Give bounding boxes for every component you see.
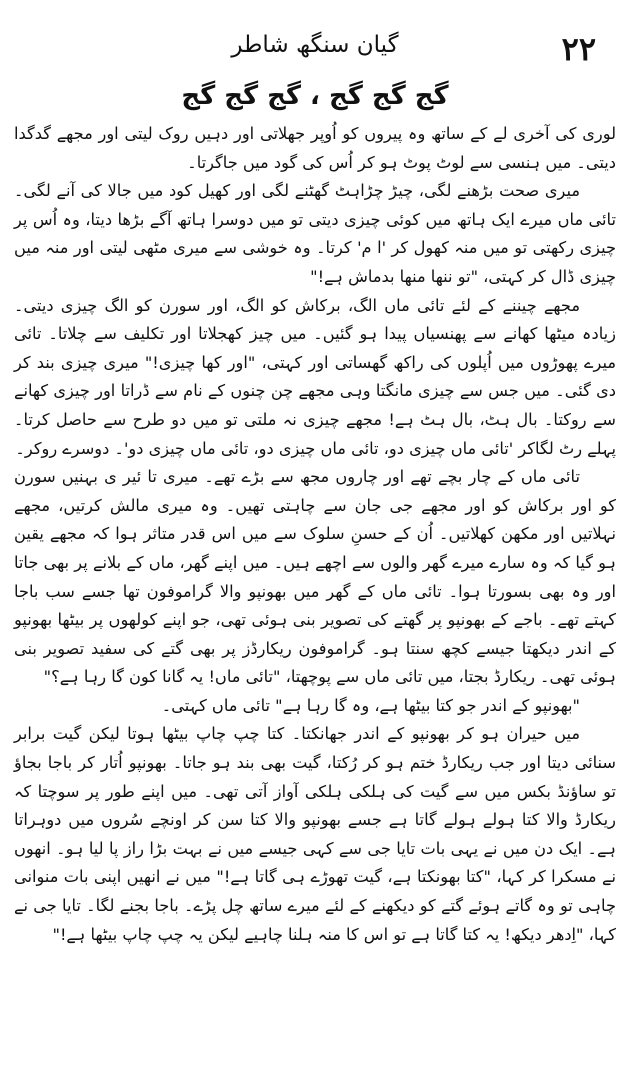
chapter-title: گج گج گج ، گج گج گج xyxy=(181,81,449,111)
running-title: گیان سنگھ شاطر xyxy=(231,32,399,58)
paragraph: میری صحت بڑھنے لگی، چیڑ چڑاہٹ گھٹنے لگی اور کھیل کود میں جالا کی آنے لگی۔ تائی ماں میرے ایک ہاتھ میں کوئی چیزی دیتی تو میں دوسرا ہاتھ آگے بڑھا دیتا، وہ اُس پر چیزی رکھتی تو میں منہ کھول کر 'ا م' کرتا۔ وہ خوشی سے میری مٹھی لیتی اور منہ میں چیزی ڈال کر کہتی، "تو ننھا منھا بدماش ہے!" xyxy=(14,181,616,286)
body-text xyxy=(14,120,616,949)
paragraph: لوری کی آخری لے کے ساتھ وہ پیروں کو اُوپر جھلاتی اور دہیں روک لیتی اور مجھے گدگدا دیتی۔ میں ہنسی سے لوٹ پوٹ ہو کر اُس کی گود میں جاگرتا۔ xyxy=(14,124,616,172)
paragraph: مجھے چیننے کے لئے تائی ماں الگ، برکاش کو الگ، اور سورن کو الگ چیزی دیتی۔ زیادہ میٹھا کھانے سے پھنسیاں پیدا ہو گئیں۔ میں چیز کھجلاتا اور تکلیف سے چلاتا۔ تائی میرے پھوڑوں میں اُپلوں کی راکھ گھساتی اور کہتی، "اور کھا چیزی!" میری چیزی بند کر دی گئی۔ میں جس سے چیزی مانگتا وہی مجھے چن چنوں کے نام سے ڈراتا اور چیزی کھانے سے روکتا۔ بال ہٹ، بال ہٹ ہے! مجھے چیزی نہ ملتی تو میں دو طرح سے حاصل کرتا۔ پہلے رٹ لگاکر 'تائی ماں چیزی دو، تائی ماں چیزی دو، تائی ماں چیزی دو'۔ دوسرے روکر۔ xyxy=(14,295,616,458)
paragraph: میں حیران ہو کر بھونپو کے اندر جھانکتا۔ کتا چپ چاپ بیٹھا ہوتا لیکن گیت برابر سنائی دیتا اور جب ریکارڈ ختم ہو کر رُکتا، گیت بھی بند ہو جاتا۔ بھونپو اُتار کر باجا بجاؤ تو ساؤنڈ بکس میں سے گیت کی ہلکی ہلکی آواز آتی تھی۔ میں اپنے طور پر سوچتا کہ ریکارڈ والا کتا ہولے ہولے گاتا ہے جسے بھونپو والا کتا سن کر اونچے سُروں میں دوہراتا ہے۔ ایک دن میں نے یہی بات تایا جی سے کہی جیسے میں نے بہت بڑا راز پا لیا ہو۔ انھوں نے مسکرا کر کہا، "کتا بھونکتا ہے، گیت تھوڑے ہی گاتا ہے!" میں نے انھیں اپنی بات منوانی چاہی تو وہ گاتے ہوئے گتے کو دیکھنے کے لئے میرے ساتھ چل پڑے۔ باجا بجنے لگا۔ تایا جی نے کہا، "اِدھر دیکھ! یہ کتا گاتا ہے تو اس کا منہ ہلنا چاہیے لیکن یہ چپ چاپ بیٹھا ہے!" xyxy=(14,724,616,944)
page-number: ۲۲ xyxy=(561,30,596,68)
page-header xyxy=(14,20,616,76)
paragraph: تائی ماں کے چار بچے تھے اور چاروں مجھ سے بڑے تھے۔ میری تا ئیر ی بہنیں سورن کو اور برکاش کو اور مجھے جی جان سے چاہتی تھیں۔ وہ میری مالش کرتیں، مجھے نہلاتیں اور مکھن کھلاتیں۔ اُن کے حسنِ سلوک سے میں اس قدر متاثر ہوا کہ مجھے یقین ہو گیا کہ وہ سارے میرے گھر والوں سے اچھے ہیں۔ میں اپنے گھر، ماں کے بلانے پر بھی جاتا اور وہ بھی بسورتا ہوا۔ تائی ماں کے گھر میں بھونپو والا گراموفون تھا جسے سب باجا کہتے تھے۔ باجے کے بھونپو پر گھتے کی تصویر بنی ہوئی تھی، جو اپنے کولھوں پر بیٹھا بھونپو کے اندر دیکھتا جیسے کچھ سنتا ہو۔ گراموفون ریکارڈز پر بھی گتے کی سفید تصویر بنی ہوئی تھی۔ ریکارڈ بجتا، میں تائی ماں سے پوچھتا، "تائی ماں! یہ گانا کون گا رہا ہے؟" xyxy=(14,467,616,687)
paragraph: "بھونپو کے اندر جو کتا بیٹھا ہے، وہ گا رہا ہے" تائی ماں کہتی۔ xyxy=(161,695,580,715)
